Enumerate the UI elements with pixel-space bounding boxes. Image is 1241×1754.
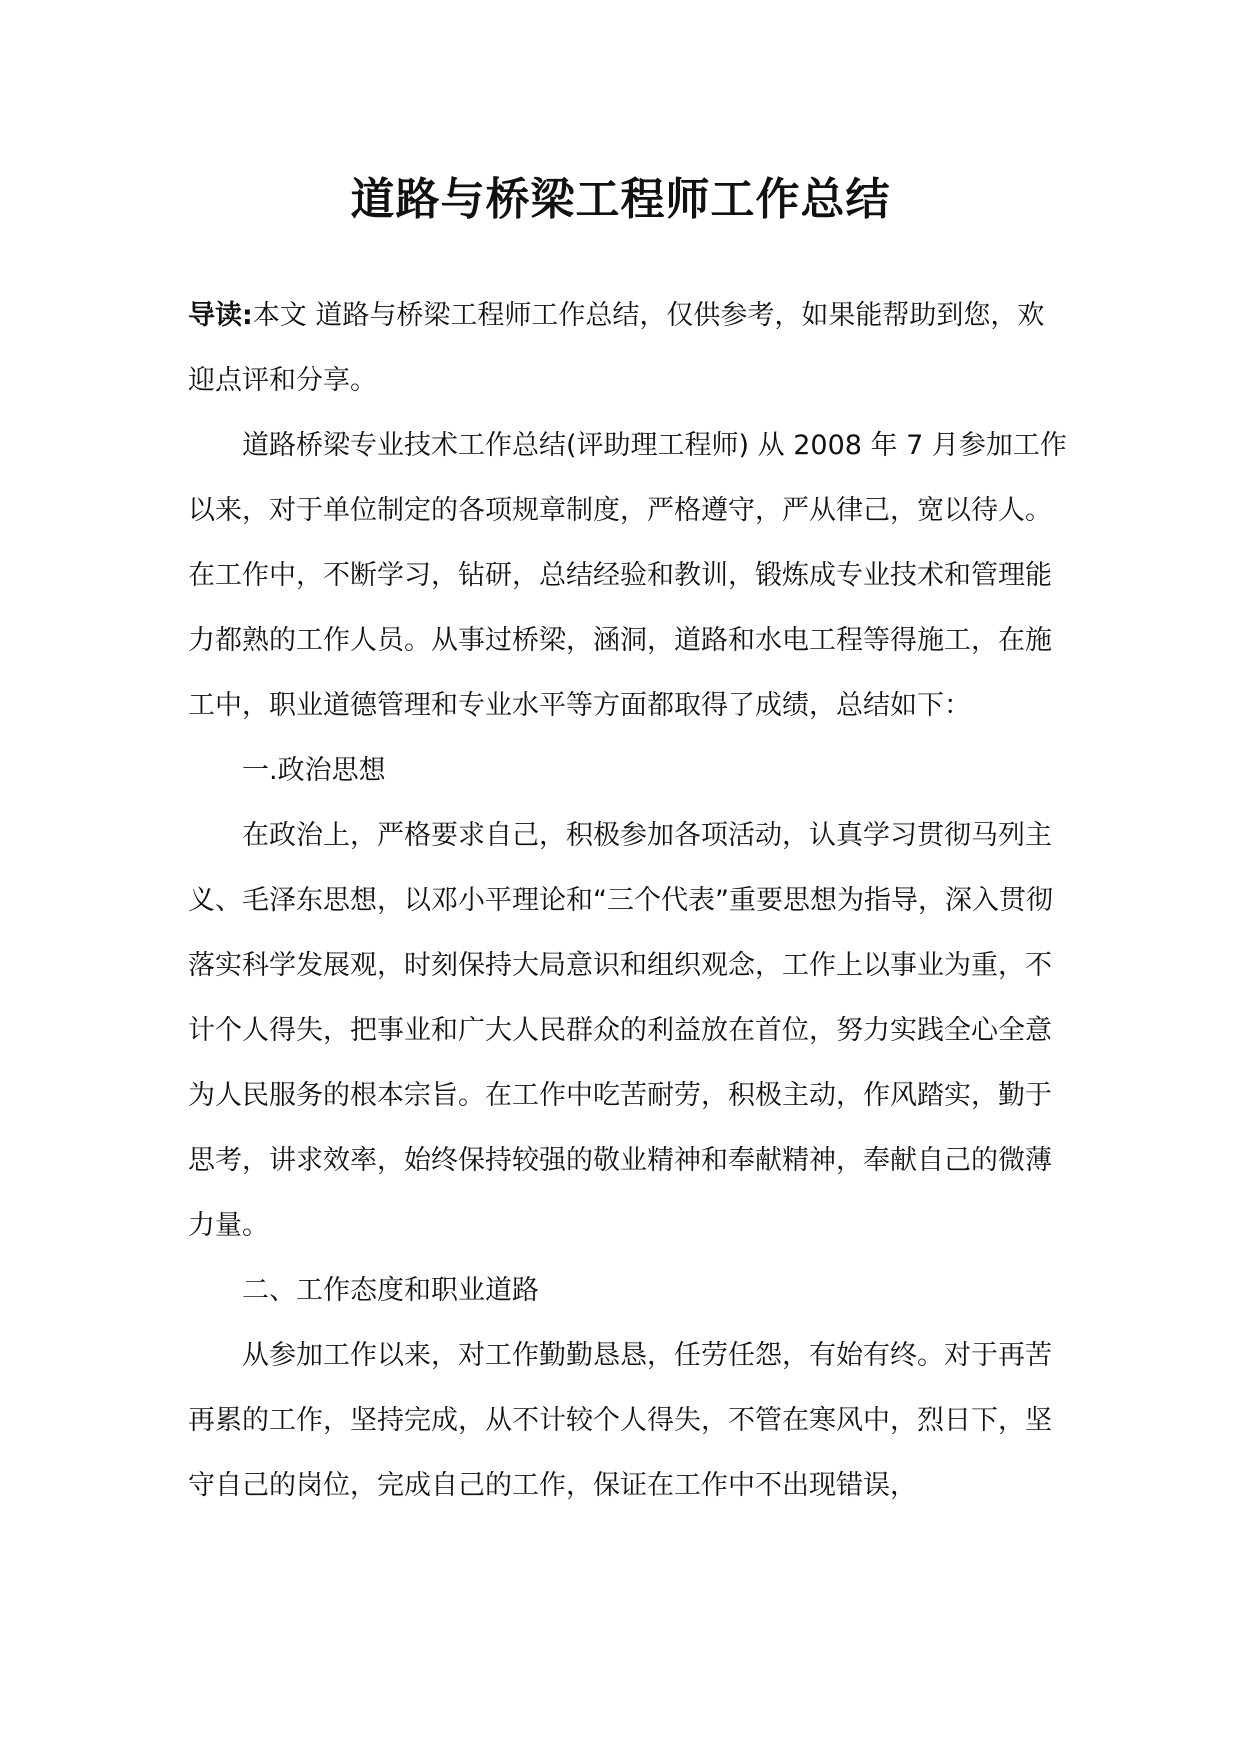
section-heading-political: 一.政治思想: [242, 755, 386, 786]
intro-label: 导读:: [188, 300, 253, 331]
paragraph-political: 在政治上，严格要求自己，积极参加各项活动，认真学习贯彻马列主义、毛泽东思想，以邓小平理论和“三个代表”重要思想为指导，深入贯彻落实科学发展观，时刻保持大局意识和组织观念，工作上以事业为重，不计个人得失，把事业和广大人民群众的利益放在首位，努力实践全心全意为人民服务的根本宗旨。在工作中吃苦耐劳，积极主动，作风踏实，勤于思考，讲求效率，始终保持较强的敬业精神和奉献精神，奉献自己的微薄力量。: [188, 820, 1053, 1241]
section-heading-attitude: 二、工作态度和职业道路: [242, 1275, 539, 1306]
paragraph-opening: 道路桥梁专业技术工作总结(评助理工程师) 从 2008 年 7 月参加工作以来，对于单位制定的各项规章制度，严格遵守，严从律己，宽以待人。在工作中，不断学习，钻研，总结经验和教训，锻炼成专业技术和管理能力都熟的工作人员。从事过桥梁，涵洞，道路和水电工程等得施工，在施工中，职业道德管理和专业水平等方面都取得了成绩，总结如下：: [188, 430, 1067, 721]
intro-text: 本文 道路与桥梁工程师工作总结，仅供参考，如果能帮助到您，欢迎点评和分享。: [188, 300, 1045, 396]
document-title: 道路与桥梁工程师工作总结: [350, 174, 891, 225]
document-body: [188, 283, 1070, 1518]
intro-paragraph: [188, 283, 1070, 413]
paragraph-attitude: 从参加工作以来，对工作勤勤恳恳，任劳任怨，有始有终。对于再苦再累的工作，坚持完成，从不计较个人得失，不管在寒风中，烈日下，坚守自己的岗位，完成自己的工作，保证在工作中不出现错误，: [188, 1340, 1052, 1501]
